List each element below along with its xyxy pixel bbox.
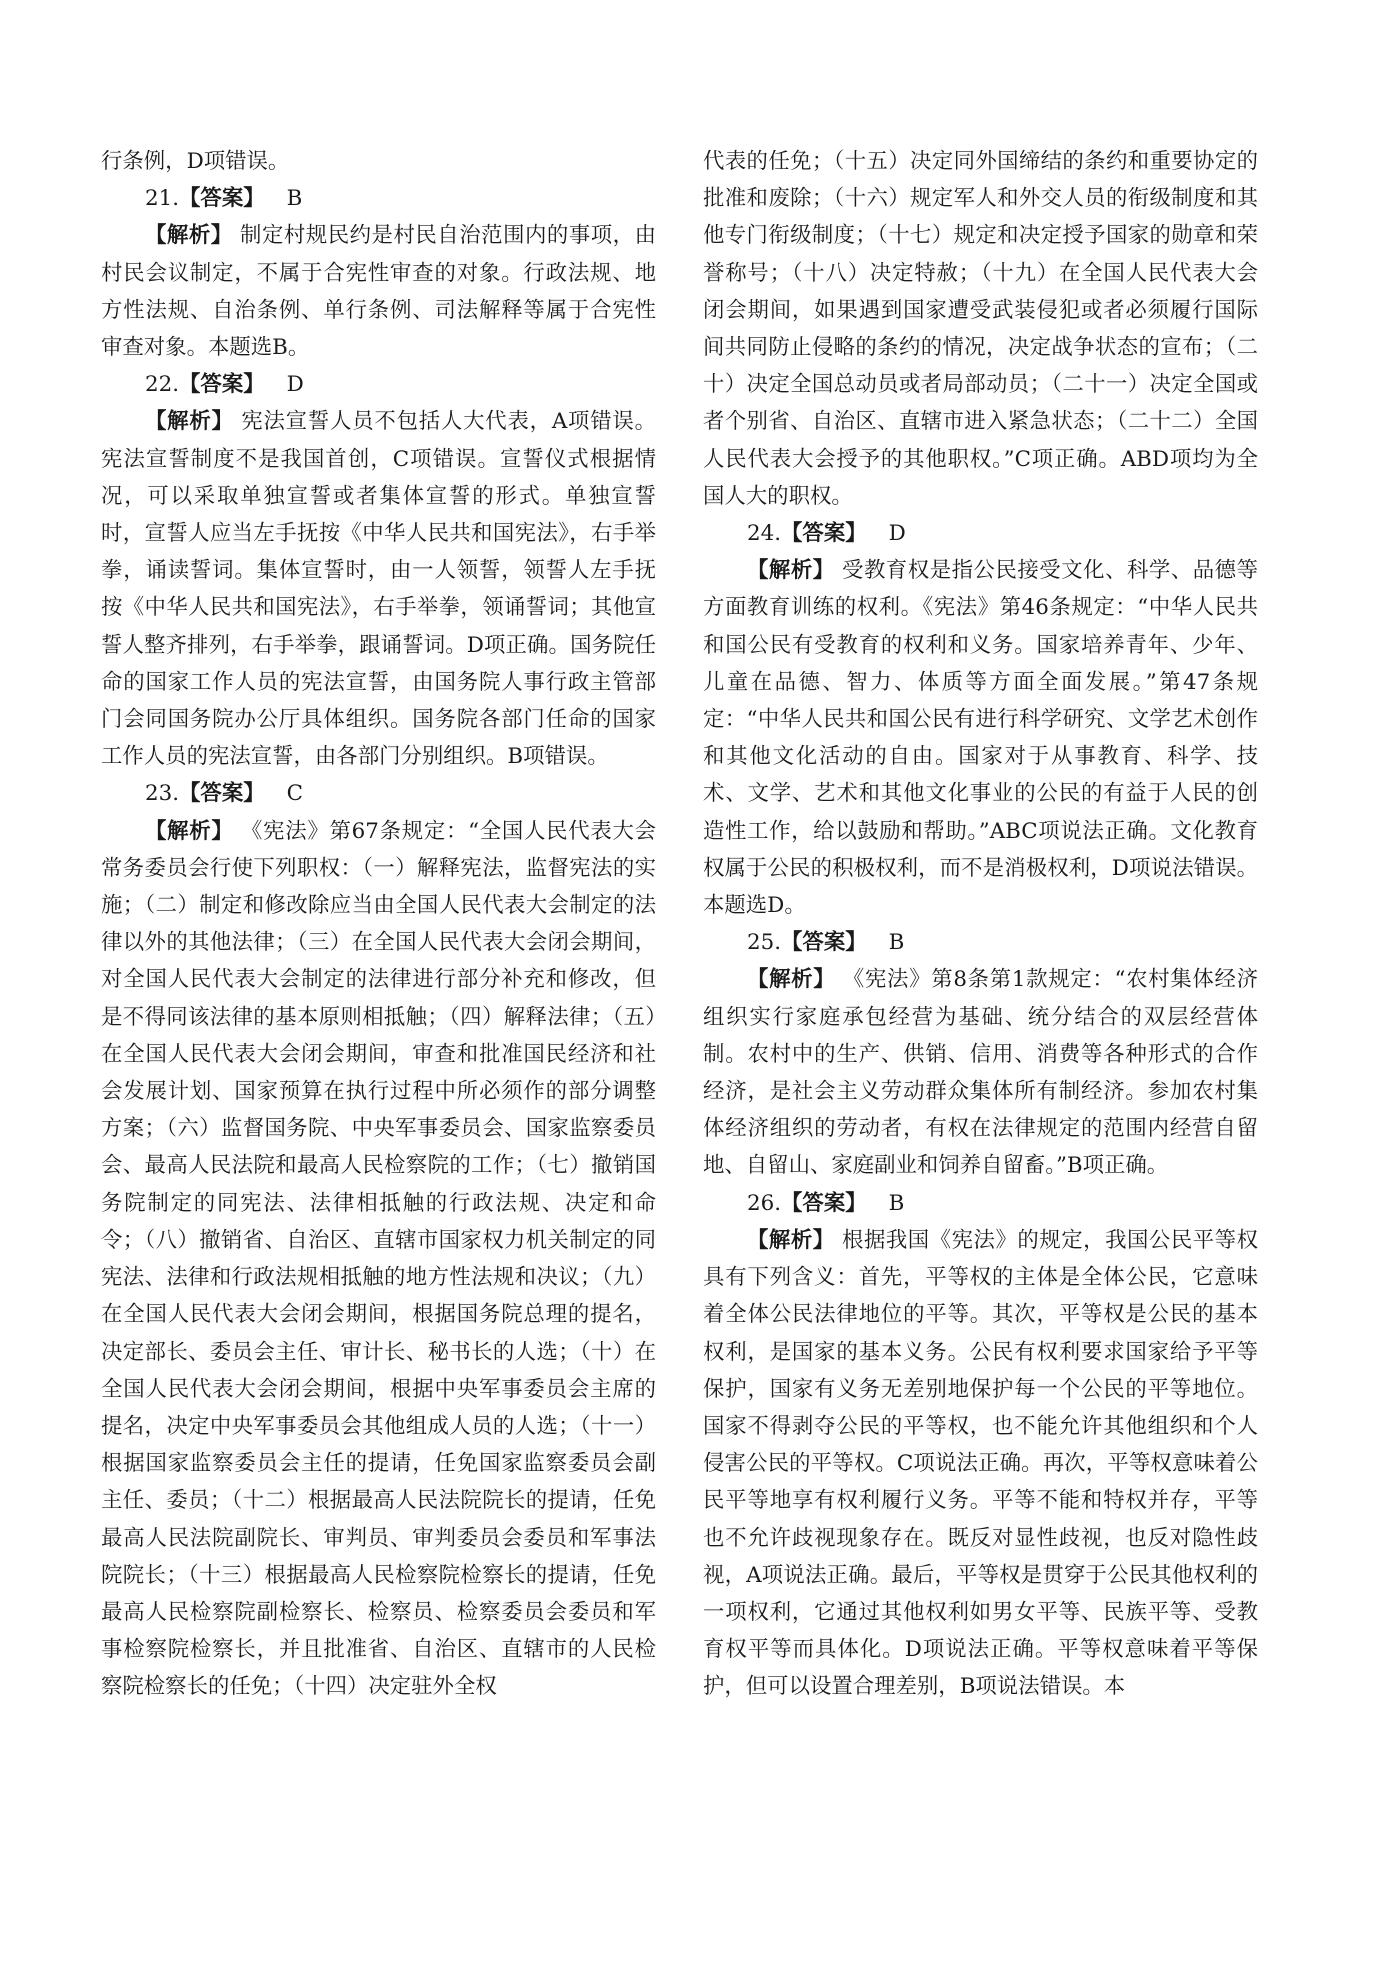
- explanation-label: 【解析】: [747, 558, 835, 584]
- explanation-21: [101, 217, 656, 366]
- explanation-label: 【解析】: [145, 818, 234, 844]
- explanation-23: [101, 813, 656, 1706]
- explanation-text: 根据我国《宪法》的规定，我国公民平等权具有下列含义：首先，平等权的主体是全体公民，它意味着全体公民法律地位的平等。其次，平等权是公民的基本权利，是国家的基本义务。公民有权利要求国家给予平等保护，国家有义务无差别地保护每一个公民的平等地位。国家不得剥夺公民的平等权，也不能允许其他组织和个人侵害公民的平等权。C项说法正确。再次，平等权意味着公民平等地享有权利履行义务。平等不能和特权并存，平等也不允许歧视现象存在。既反对显性歧视，也反对隐性歧视，A项说法正确。最后，平等权是贯穿于公民其他权利的一项权利，它通过其他权利如男女平等、民族平等、受教育权平等而具体化。D项说法正确。平等权意味着平等保护，但可以设置合理差别，B项说法错误。本: [703, 1227, 1258, 1700]
- explanation-text: 宪法宣誓人员不包括人大代表，A项错误。宪法宣誓制度不是我国首创，C项错误。宣誓仪式根据情况，可以采取单独宣誓或者集体宣誓的形式。单独宣誓时，宣誓人应当左手抚按《中华人民共和国宪法》，右手举拳，诵读誓词。集体宣誓时，由一人领誓，领誓人左手抚按《中华人民共和国宪法》，右手举拳，领诵誓词；其他宣誓人整齐排列，右手举拳，跟诵誓词。D项正确。国务院任命的国家工作人员的宪法宣誓，由国务院人事行政主管部门会同国务院办公厅具体组织。国务院各部门任命的国家工作人员的宪法宣誓，由各部门分别组织。B项错误。: [101, 409, 656, 770]
- explanation-text: 《宪法》第8条第1款规定：“农村集体经济组织实行家庭承包经营为基础、统分结合的双层经营体制。农村中的生产、供销、信用、消费等各种形式的合作经济，是社会主义劳动群众集体所有制经济。参加农村集体经济组织的劳动者，有权在法律规定的范围内经营自留地、自留山、家庭副业和饲养自留畜。”B项正确。: [703, 967, 1258, 1179]
- explanation-text: 受教育权是指公民接受文化、科学、品德等方面教育训练的权利。《宪法》第46条规定：“中华人民共和国公民有受教育的权利和义务。国家培养青年、少年、儿童在品德、智力、体质等方面全面发展。”第47条规定：“中华人民共和国公民有进行科学研究、文学艺术创作和其他文化活动的自由。国家对于从事教育、科学、技术、文学、艺术和其他文化事业的公民的有益于人民的创造性工作，给以鼓励和帮助。”ABC项说法正确。文化教育权属于公民的积极权利，而不是消极权利，D项说法错误。本题选D。: [703, 558, 1258, 919]
- answer-line-25: [703, 924, 1258, 961]
- answer-letter: B: [286, 186, 303, 212]
- explanation-25: [703, 961, 1258, 1184]
- answer-letter: D: [286, 372, 304, 398]
- explanation-24: [703, 552, 1258, 924]
- explanation-label: 【解析】: [145, 223, 233, 249]
- answer-label: 【答案】: [781, 1190, 867, 1216]
- explanation-26: [703, 1222, 1258, 1706]
- explanation-label: 【解析】: [145, 409, 234, 435]
- explanation-label: 【解析】: [747, 967, 836, 993]
- question-number: 21.: [145, 186, 180, 212]
- answer-line-21: [101, 180, 656, 217]
- explanation-text: 制定村规民约是村民自治范围内的事项，由村民会议制定，不属于合宪性审查的对象。行政法规、地方性法规、自治条例、单行条例、司法解释等属于合宪性审查对象。本题选B。: [101, 223, 656, 361]
- answer-label: 【答案】: [179, 372, 265, 398]
- answer-label: 【答案】: [179, 186, 265, 212]
- continuation-text: 行条例，D项错误。: [101, 149, 290, 174]
- right-column: [703, 143, 1258, 1706]
- answer-label: 【答案】: [179, 781, 265, 807]
- question-number: 25.: [747, 930, 782, 956]
- explanation-label: 【解析】: [747, 1227, 835, 1253]
- explanation-text: 《宪法》第67条规定：“全国人民代表大会常务委员会行使下列职权：（一）解释宪法，监督宪法的实施；（二）制定和修改除应当由全国人民代表大会制定的法律以外的其他法律；（三）在全国人民代表大会闭会期间，对全国人民代表大会制定的法律进行部分补充和修改，但是不得同该法律的基本原则相抵触；（四）解释法律；（五）在全国人民代表大会闭会期间，审查和批准国民经济和社会发展计划、国家预算在执行过程中所必须作的部分调整方案；（六）监督国务院、中央军事委员会、国家监察委员会、最高人民法院和最高人民检察院的工作；（七）撤销国务院制定的同宪法、法律相抵触的行政法规、决定和命令；（八）撤销省、自治区、直辖市国家权力机关制定的同宪法、法律和行政法规相抵触的地方性法规和决议；（九）在全国人民代表大会闭会期间，根据国务院总理的提名，决定部长、委员会主任、审计长、秘书长的人选；（十）在全国人民代表大会闭会期间，根据中央军事委员会主席的提名，决定中央军事委员会其他组成人员的人选；（十一）根据国家监察委员会主任的提请，任免国家监察委员会副主任、委员；（十二）根据最高人民法院院长的提请，任免最高人民法院副院长、审判员、审判委员会委员和军事法院院长；（十三）根据最高人民检察院检察长的提请，任免最高人民检察院副检察长、检察员、检察委员会委员和军事检察院检察长，并且批准省、自治区、直辖市的人民检察院检察长的任免；（十四）决定驻外全权: [101, 818, 656, 1700]
- continuation-text: 代表的任免；（十五）决定同外国缔结的条约和重要协定的批准和废除；（十六）规定军人和外交人员的衔级制度和其他专门衔级制度；（十七）规定和决定授予国家的勋章和荣誉称号；（十八）决定特赦；（十九）在全国人民代表大会闭会期间，如果遇到国家遭受武装侵犯或者必须履行国际间共同防止侵略的条约的情况，决定战争状态的宣布；（二十）决定全国总动员或者局部动员；（二十一）决定全国或者个别省、自治区、直辖市进入紧急状态；（二十二）全国人民代表大会授予的其他职权。”C项正确。ABD项均为全国人大的职权。: [703, 149, 1258, 509]
- question-number: 26.: [747, 1190, 782, 1216]
- answer-letter: B: [888, 1190, 905, 1216]
- answer-line-26: [703, 1185, 1258, 1222]
- answer-label: 【答案】: [781, 521, 867, 547]
- question-number: 23.: [145, 781, 180, 807]
- answer-label: 【答案】: [781, 930, 867, 956]
- answer-letter: B: [888, 930, 905, 956]
- question-number: 24.: [747, 521, 782, 547]
- left-column: [101, 143, 656, 1706]
- answer-line-24: [703, 515, 1258, 552]
- answer-letter: D: [888, 521, 906, 547]
- answer-letter: C: [286, 781, 303, 807]
- answer-line-23: [101, 775, 656, 812]
- explanation-22: [101, 403, 656, 775]
- answer-line-22: [101, 366, 656, 403]
- question-number: 22.: [145, 372, 180, 398]
